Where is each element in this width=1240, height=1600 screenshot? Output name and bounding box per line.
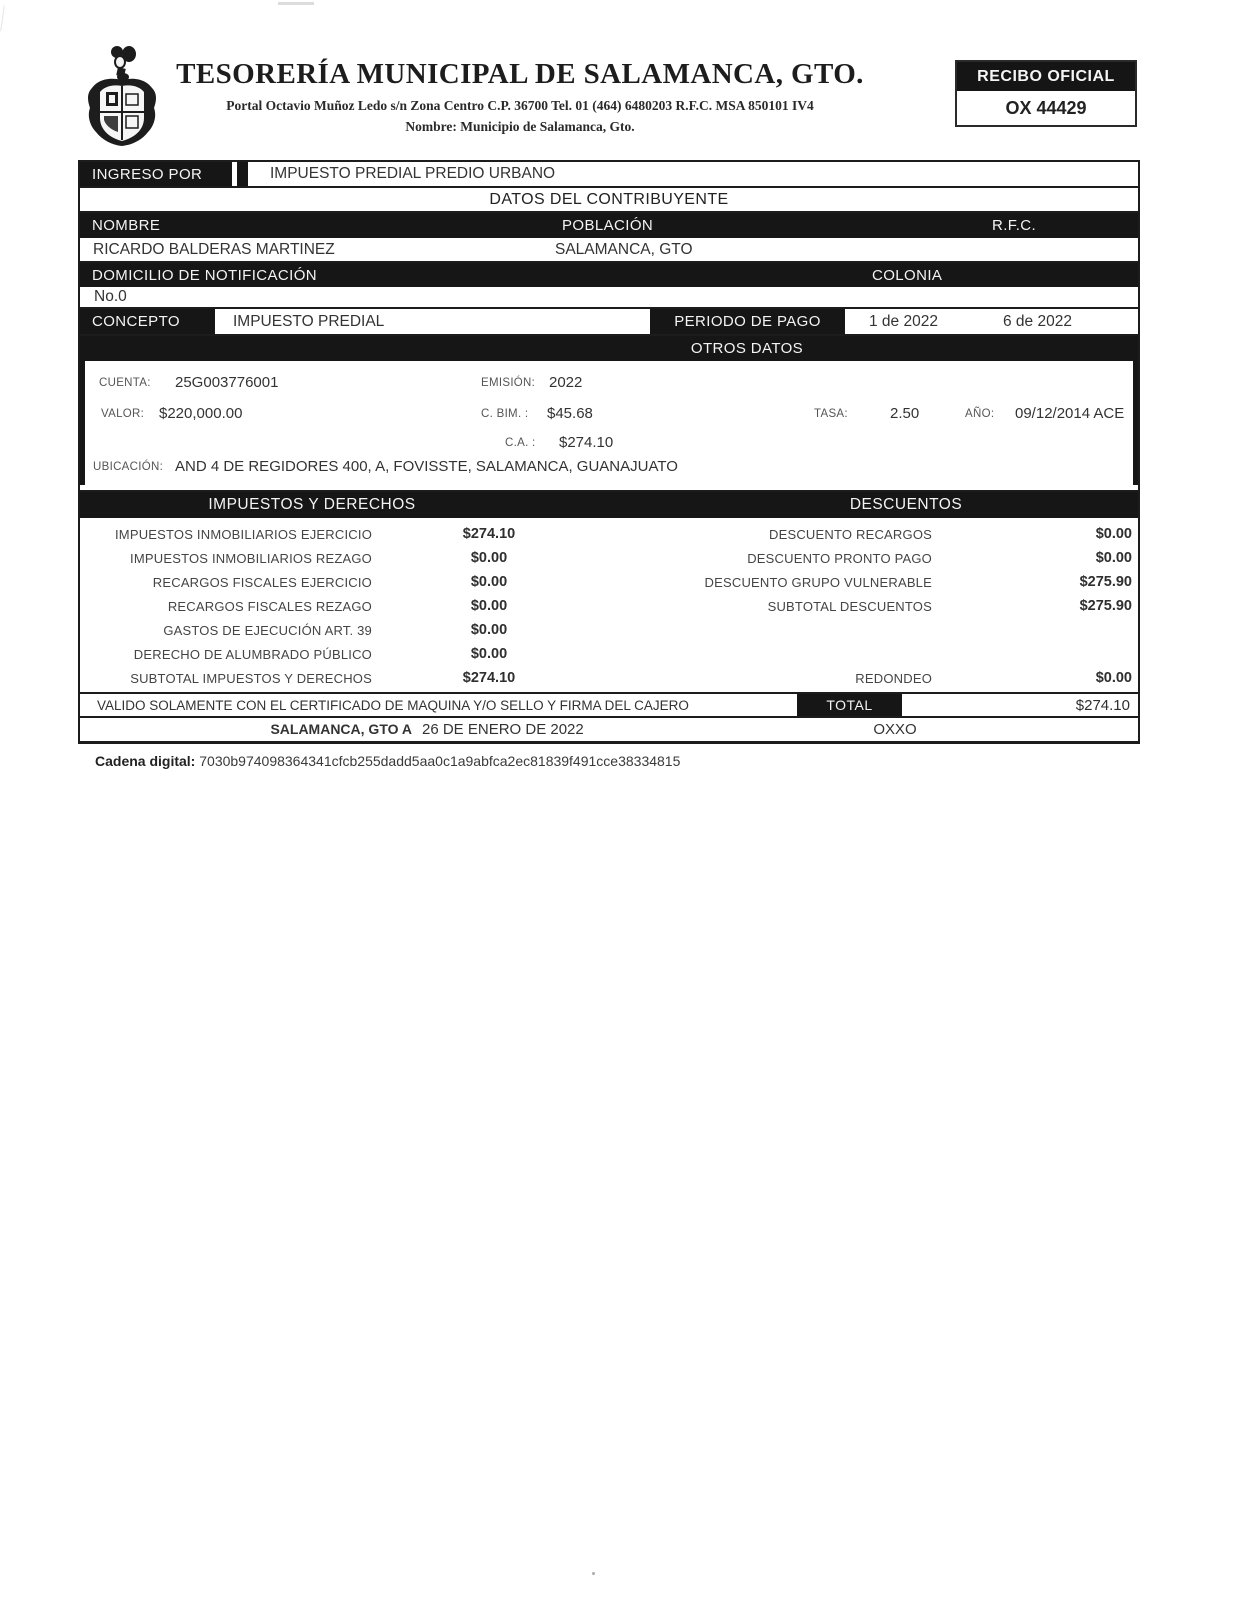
tasa-label: TASA: bbox=[814, 408, 848, 420]
table-row bbox=[80, 546, 609, 570]
ingreso-por-value: IMPUESTO PREDIAL PREDIO URBANO bbox=[270, 165, 556, 182]
ingreso-por-label: INGRESO POR bbox=[80, 162, 232, 186]
digital-chain-value: 7030b974098364341cfcb255dadd5aa0c1a9abfca2ec81839f491cce38334815 bbox=[199, 753, 681, 769]
charge-value: $0.00 bbox=[470, 550, 508, 566]
poblacion-label: POBLACIÓN bbox=[562, 217, 654, 234]
concepto-value: IMPUESTO PREDIAL bbox=[233, 312, 385, 330]
charge-value: $274.10 bbox=[462, 526, 516, 542]
charges-section-headers bbox=[80, 492, 1138, 518]
ano-value: 09/12/2014 ACE bbox=[1015, 405, 1125, 422]
charge-value: $0.00 bbox=[470, 574, 508, 590]
table-row bbox=[80, 522, 609, 546]
cashier-value: OXXO bbox=[873, 721, 917, 738]
digital-chain-line bbox=[95, 753, 680, 769]
cbim-label: C. BIM. : bbox=[481, 408, 529, 420]
place-label: SALAMANCA, GTO A bbox=[270, 721, 412, 737]
ca-value: $274.10 bbox=[559, 434, 614, 451]
discount-value: $0.00 bbox=[1095, 670, 1132, 686]
digital-chain-label: Cadena digital: bbox=[95, 753, 196, 769]
ubicacion-value: AND 4 DE REGIDORES 400, A, FOVISSTE, SALAMANCA, GUANAJUATO bbox=[175, 458, 678, 475]
ca-label: C.A. : bbox=[505, 437, 536, 449]
charge-label: RECARGOS FISCALES EJERCICIO bbox=[152, 574, 372, 590]
discount-label: REDONDEO bbox=[855, 670, 932, 686]
taxpayer-name: RICARDO BALDERAS MARTINEZ bbox=[93, 241, 335, 258]
periodo-dates bbox=[845, 309, 1138, 334]
discount-value: $0.00 bbox=[1095, 550, 1132, 566]
ano-label: AÑO: bbox=[965, 408, 995, 420]
charge-label: RECARGOS FISCALES REZAGO bbox=[167, 598, 372, 614]
periodo-from: 1 de 2022 bbox=[869, 313, 938, 330]
descuentos-header: DESCUENTOS bbox=[849, 496, 963, 513]
valor-value: $220,000.00 bbox=[159, 405, 243, 422]
table-row bbox=[609, 594, 1138, 618]
concepto-label: CONCEPTO bbox=[80, 309, 215, 334]
discount-value: $0.00 bbox=[1095, 526, 1132, 542]
discount-label: SUBTOTAL DESCUENTOS bbox=[767, 598, 932, 614]
domicilio-value: No.0 bbox=[94, 288, 127, 305]
row-contribuyente-labels bbox=[80, 213, 1138, 238]
table-row bbox=[609, 522, 1138, 546]
cbim-value: $45.68 bbox=[547, 405, 593, 422]
section-title-contribuyente: DATOS DEL CONTRIBUYENTE bbox=[80, 188, 1138, 213]
salamanca-coat-of-arms-icon bbox=[84, 44, 160, 148]
receipt-form bbox=[78, 160, 1140, 744]
ubicacion-label: UBICACIÓN: bbox=[93, 461, 164, 473]
otros-datos-box bbox=[80, 361, 1138, 485]
row-domicilio-labels bbox=[80, 263, 1138, 287]
charge-label: IMPUESTOS INMOBILIARIOS EJERCICIO bbox=[114, 526, 372, 542]
table-row bbox=[609, 666, 1138, 690]
table-row bbox=[609, 642, 1138, 666]
charge-value: $0.00 bbox=[470, 622, 508, 638]
charges-right-column bbox=[609, 522, 1138, 690]
nombre-label: NOMBRE bbox=[92, 217, 161, 234]
charge-label: SUBTOTAL IMPUESTOS Y DERECHOS bbox=[130, 670, 372, 686]
table-row bbox=[609, 618, 1138, 642]
emision-label: EMISIÓN: bbox=[481, 377, 536, 389]
charge-value: $0.00 bbox=[470, 646, 508, 662]
table-row bbox=[80, 570, 609, 594]
charges-table bbox=[80, 518, 1138, 694]
scan-artifact bbox=[592, 1572, 595, 1575]
table-row bbox=[80, 666, 609, 690]
row-validity-total bbox=[80, 694, 1138, 718]
colonia-label: COLONIA bbox=[872, 267, 943, 284]
periodo-to: 6 de 2022 bbox=[1003, 313, 1072, 330]
total-value: $274.10 bbox=[1075, 697, 1130, 714]
receipt-box-label: RECIBO OFICIAL bbox=[957, 62, 1135, 91]
divider bbox=[237, 162, 248, 186]
row-contribuyente-values bbox=[80, 238, 1138, 263]
divider bbox=[80, 485, 1138, 492]
valor-label: VALOR: bbox=[101, 408, 145, 420]
row-domicilio-value bbox=[80, 287, 1138, 309]
periodo-de-pago-label: PERIODO DE PAGO bbox=[650, 309, 845, 334]
emision-value: 2022 bbox=[549, 374, 583, 391]
table-row bbox=[609, 546, 1138, 570]
discount-label: DESCUENTO GRUPO VULNERABLE bbox=[704, 574, 932, 590]
discount-value: $275.90 bbox=[1079, 574, 1132, 590]
charge-value: $0.00 bbox=[470, 598, 508, 614]
impuestos-y-derechos-header: IMPUESTOS Y DERECHOS bbox=[208, 496, 416, 513]
table-row bbox=[80, 618, 609, 642]
page-title: TESORERÍA MUNICIPAL DE SALAMANCA, GTO. bbox=[176, 58, 864, 90]
charge-value: $274.10 bbox=[462, 670, 516, 686]
office-address: Portal Octavio Muñoz Ledo s/n Zona Centro C.P. 36700 Tel. 01 (464) 6480203 R.F.C. MSA 850101 IV4 bbox=[226, 98, 814, 113]
payment-date: 26 DE ENERO DE 2022 bbox=[422, 721, 584, 738]
discount-value: $275.90 bbox=[1079, 598, 1132, 614]
cuenta-label: CUENTA: bbox=[99, 377, 151, 389]
domicilio-label: DOMICILIO DE NOTIFICACIÓN bbox=[92, 267, 318, 284]
discount-label: DESCUENTO PRONTO PAGO bbox=[747, 550, 932, 566]
receipt-header bbox=[0, 0, 1240, 150]
charges-left-column bbox=[80, 522, 609, 690]
total-label: TOTAL bbox=[797, 694, 902, 716]
municipality-name: Nombre: Municipio de Salamanca, Gto. bbox=[405, 119, 635, 134]
table-row bbox=[80, 594, 609, 618]
discount-label: DESCUENTO RECARGOS bbox=[769, 526, 932, 542]
taxpayer-city: SALAMANCA, GTO bbox=[555, 241, 693, 258]
tasa-value: 2.50 bbox=[890, 405, 920, 422]
receipt-number: OX 44429 bbox=[1005, 98, 1087, 118]
row-place-date bbox=[80, 718, 1138, 742]
otros-datos-header: OTROS DATOS bbox=[80, 336, 1138, 361]
table-row bbox=[80, 642, 609, 666]
row-ingreso-por bbox=[80, 162, 1138, 188]
charge-label: GASTOS DE EJECUCIÓN ART. 39 bbox=[163, 622, 372, 638]
charge-label: IMPUESTOS INMOBILIARIOS REZAGO bbox=[130, 550, 372, 566]
cuenta-value: 25G003776001 bbox=[175, 374, 279, 391]
row-concepto bbox=[80, 309, 1138, 336]
rfc-label: R.F.C. bbox=[992, 217, 1037, 234]
charge-label: DERECHO DE ALUMBRADO PÚBLICO bbox=[133, 646, 372, 662]
validity-note: VALIDO SOLAMENTE CON EL CERTIFICADO DE MAQUINA Y/O SELLO Y FIRMA DEL CAJERO bbox=[97, 698, 689, 713]
official-receipt-box bbox=[955, 60, 1137, 127]
table-row bbox=[609, 570, 1138, 594]
